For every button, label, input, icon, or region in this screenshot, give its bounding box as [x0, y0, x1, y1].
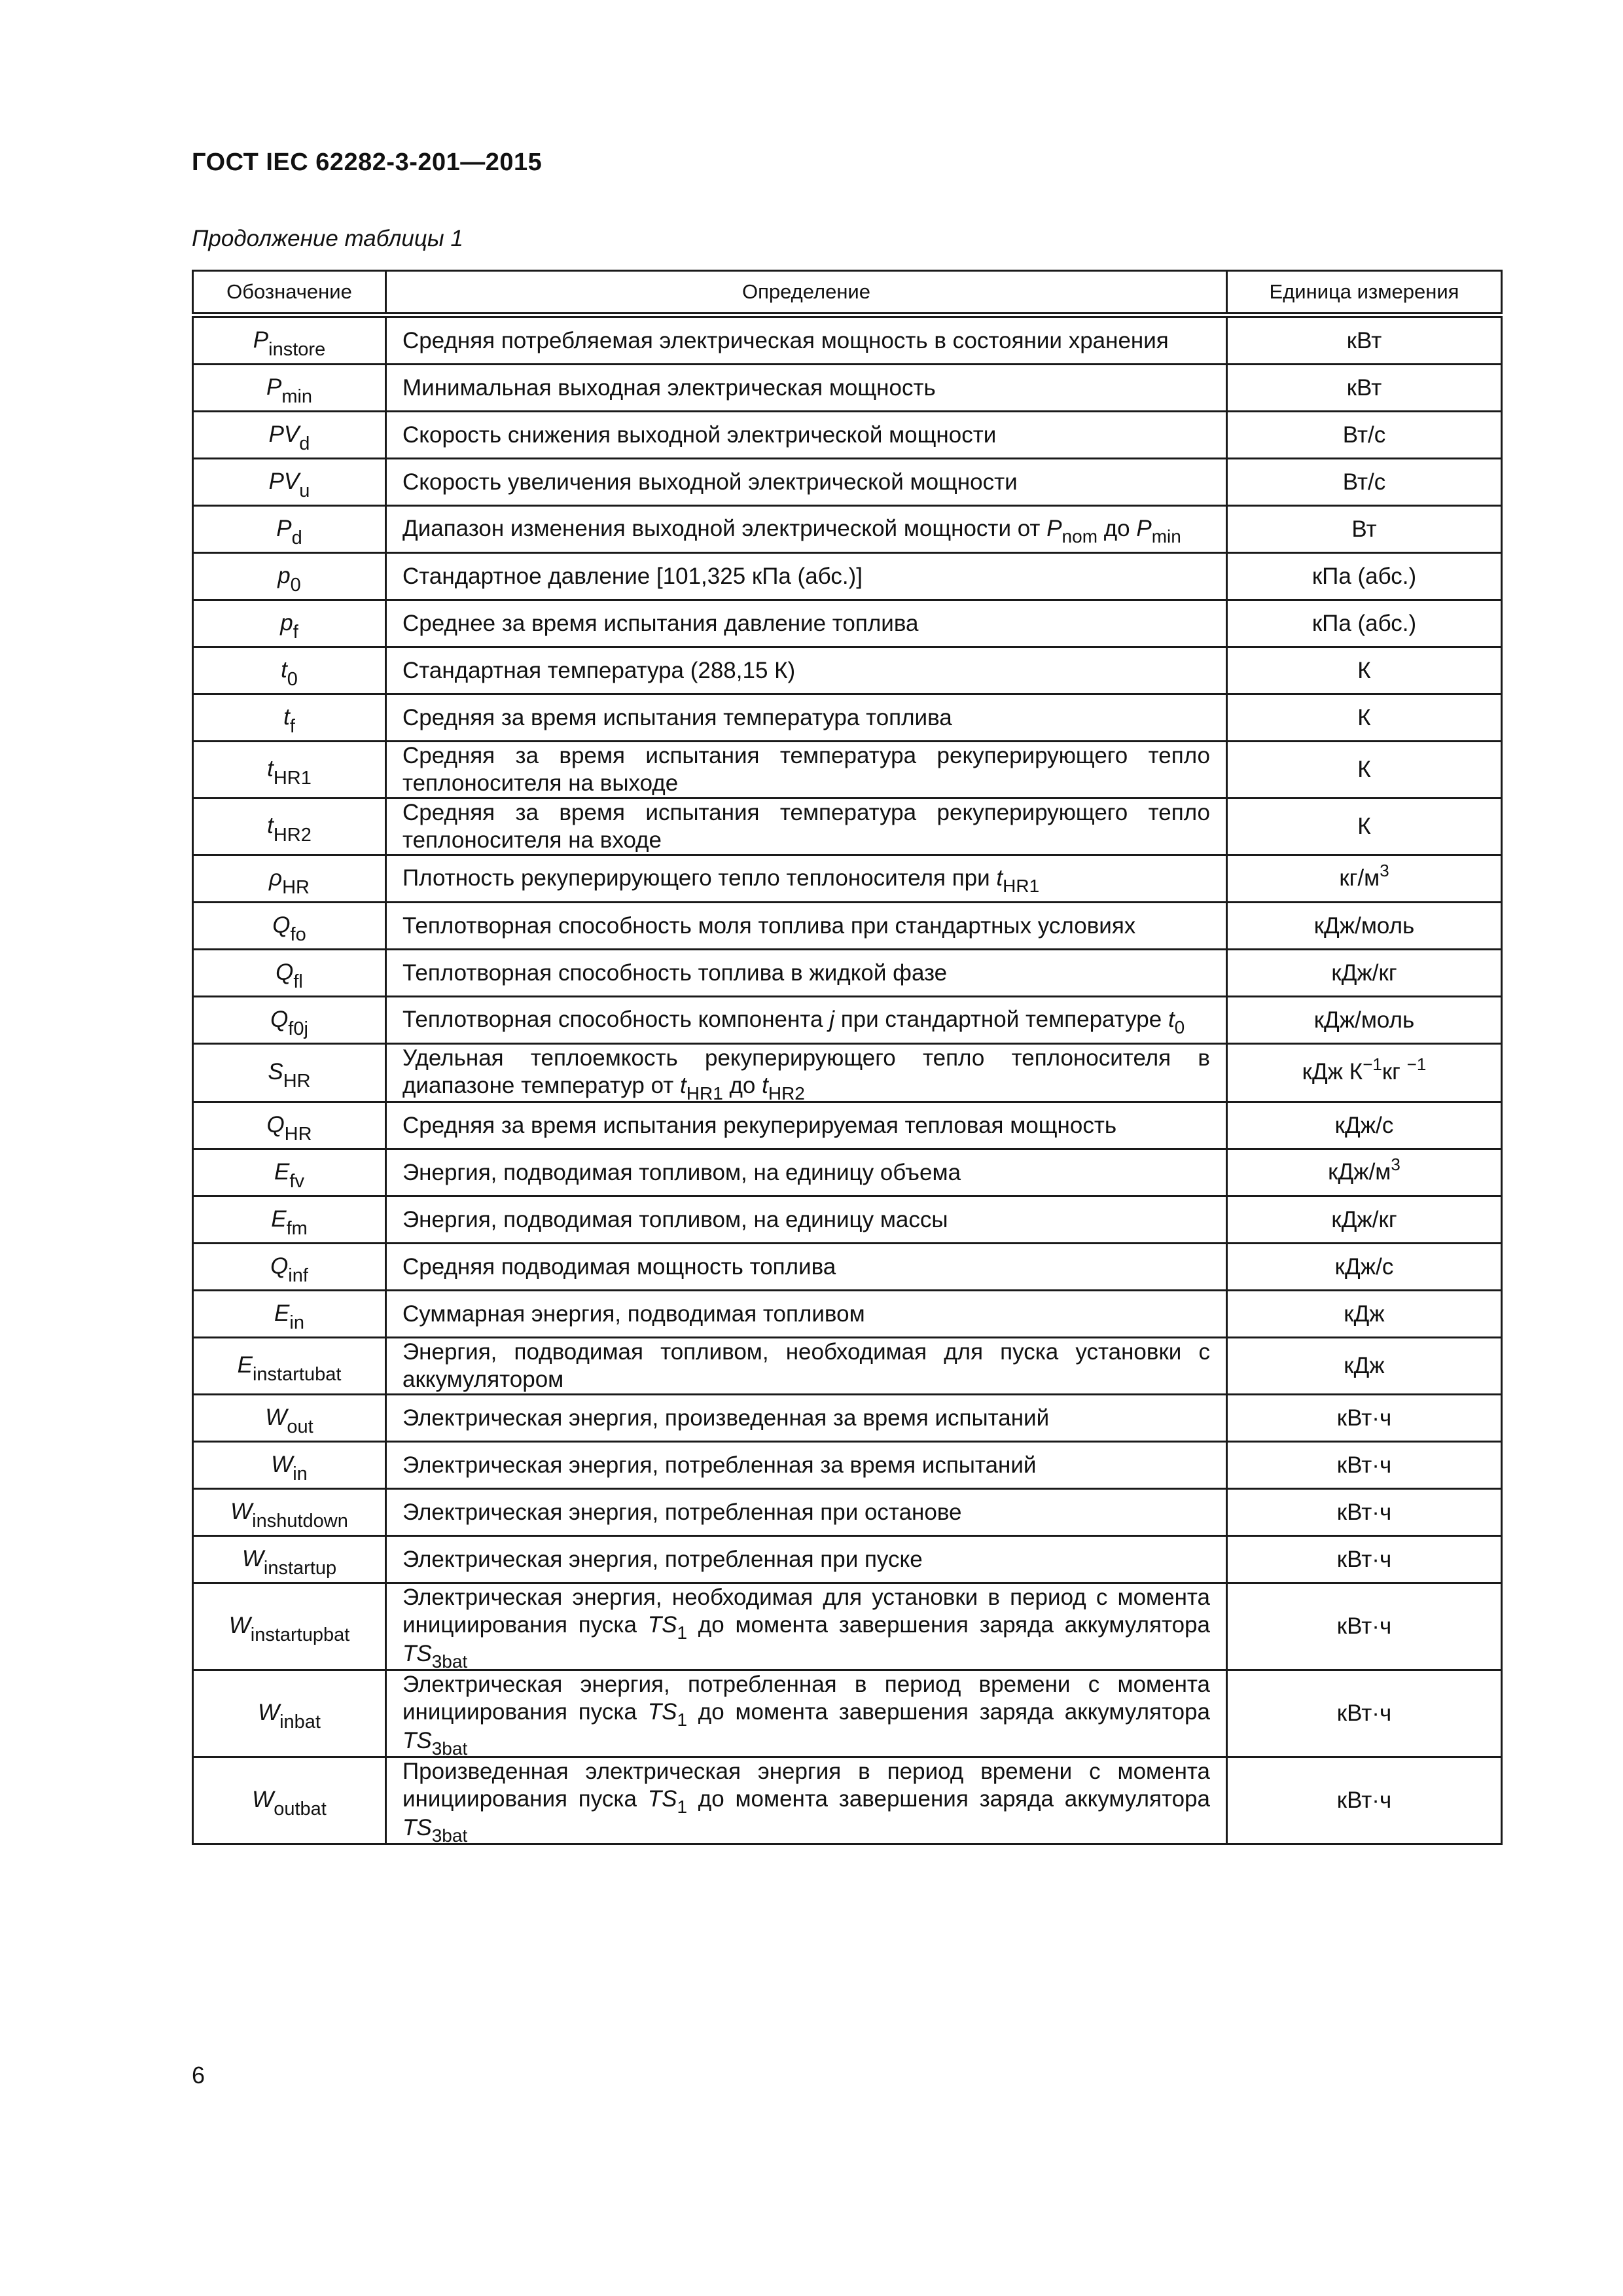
symbol-letter: W: [252, 1787, 274, 1812]
unit-cell: кВт·ч: [1227, 1670, 1502, 1757]
definition-cell: Энергия, подводимая топливом, необходимая для пуска установки с аккумулятором: [386, 1338, 1227, 1395]
unit-cell: кПа (абс.): [1227, 553, 1502, 600]
symbol-letter: P: [266, 374, 282, 400]
table-row: [193, 1489, 1502, 1536]
definition-cell: Средняя потребляемая электрическая мощность в состоянии хранения: [386, 315, 1227, 365]
table-row: [193, 1757, 1502, 1844]
unit-cell: Вт/с: [1227, 412, 1502, 459]
symbol-subscript: d: [299, 433, 310, 454]
symbol-letter: W: [265, 1404, 287, 1430]
symbol-subscript: instartup: [263, 1557, 337, 1579]
symbol-subscript: 0: [287, 668, 298, 690]
symbol-cell: [193, 1244, 386, 1291]
unit-cell: кДж/моль: [1227, 903, 1502, 950]
symbol-cell: [193, 1044, 386, 1102]
unit-cell: кДж/$м^3$: [1227, 1149, 1502, 1196]
symbol-letter: t: [281, 656, 287, 683]
symbol-letter: t: [267, 756, 274, 781]
table-row: [193, 742, 1502, 798]
table-row: [193, 553, 1502, 600]
symbol-subscript: f: [293, 621, 298, 643]
unit-cell: кВт·ч: [1227, 1489, 1502, 1536]
definition-cell: Произведенная электрическая энергия в период времени с момента инициирования пуска $TS_1$ до момента завершения заряда аккумулятора $TS_{3bat}$: [386, 1757, 1227, 1844]
symbol-subscript: HR: [284, 1123, 312, 1145]
table-row: [193, 1044, 1502, 1102]
unit-cell: кДж: [1227, 1338, 1502, 1395]
table-body: [193, 315, 1502, 1844]
symbol-cell: [193, 365, 386, 412]
definition-cell: Минимальная выходная электрическая мощность: [386, 365, 1227, 412]
unit-cell: К: [1227, 742, 1502, 798]
symbol-letter: W: [241, 1545, 264, 1571]
symbol-subscript: min: [281, 386, 313, 407]
unit-cell: кДж/кг: [1227, 1196, 1502, 1244]
table-row: [193, 412, 1502, 459]
symbol-cell: [193, 1442, 386, 1489]
definition-cell: Энергия, подводимая топливом, на единицу объема: [386, 1149, 1227, 1196]
symbol-subscript: HR1: [273, 768, 312, 789]
definition-cell: Средняя за время испытания рекуперируемая тепловая мощность: [386, 1102, 1227, 1149]
table-row: [193, 1149, 1502, 1196]
table-row: [193, 1442, 1502, 1489]
symbol-subscript: fl: [293, 971, 303, 992]
symbol-cell: [193, 506, 386, 553]
symbol-letter: Q: [276, 959, 294, 985]
table-row: [193, 1395, 1502, 1442]
definition-cell: Средняя подводимая мощность топлива: [386, 1244, 1227, 1291]
symbol-letter: t: [283, 704, 290, 730]
symbol-letter: Q: [270, 1253, 289, 1279]
symbol-cell: [193, 742, 386, 798]
symbol-subscript: in: [293, 1463, 308, 1484]
definition-cell: Суммарная энергия, подводимая топливом: [386, 1291, 1227, 1338]
symbol-subscript: out: [287, 1416, 313, 1437]
table-row: [193, 1244, 1502, 1291]
definition-cell: Плотность рекуперирующего тепло теплоносителя при $t_{HR1}$: [386, 855, 1227, 903]
definition-cell: Электрическая энергия, потребленная при пуске: [386, 1536, 1227, 1583]
definition-cell: Скорость увеличения выходной электрической мощности: [386, 459, 1227, 506]
symbol-letter: W: [258, 1700, 280, 1725]
symbol-cell: [193, 647, 386, 694]
table-row: [193, 694, 1502, 742]
definition-cell: Среднее за время испытания давление топлива: [386, 600, 1227, 647]
table-header-row: [193, 271, 1502, 315]
symbol-subscript: HR: [283, 1071, 311, 1092]
table-row: [193, 1536, 1502, 1583]
symbol-cell: [193, 1489, 386, 1536]
table-row: [193, 950, 1502, 997]
symbol-cell: [193, 950, 386, 997]
table-caption: Продолжение таблицы 1: [192, 226, 463, 251]
unit-cell: кДж/с: [1227, 1244, 1502, 1291]
symbol-letter: Q: [266, 1111, 285, 1138]
symbol-letter: p: [280, 609, 293, 636]
column-header-definition: Определение: [386, 271, 1227, 315]
unit-cell: К: [1227, 694, 1502, 742]
unit-cell: $кг/м^3$: [1227, 855, 1502, 903]
symbol-cell: [193, 1757, 386, 1844]
definition-cell: Средняя за время испытания температура рекуперирующего тепло теплоносителя на входе: [386, 798, 1227, 855]
symbol-subscript: inf: [288, 1265, 308, 1286]
symbol-subscript: f: [289, 715, 295, 737]
unit-cell: К: [1227, 798, 1502, 855]
symbol-letter: P: [276, 515, 292, 541]
unit-cell: кВт: [1227, 315, 1502, 365]
table-row: [193, 855, 1502, 903]
table-row: [193, 647, 1502, 694]
table-row: [193, 315, 1502, 365]
symbol-letter: W: [230, 1498, 253, 1524]
symbol-letter: E: [237, 1352, 253, 1378]
definition-cell: Электрическая энергия, потребленная при останове: [386, 1489, 1227, 1536]
unit-cell: кВт·ч: [1227, 1583, 1502, 1670]
unit-cell: кДж $К^{-1}кг$ $^{-1}$: [1227, 1044, 1502, 1102]
definition-cell: Теплотворная способность топлива в жидкой фазе: [386, 950, 1227, 997]
symbol-letter: W: [271, 1451, 293, 1477]
symbol-letter: p: [277, 562, 291, 588]
symbol-subscript: 0: [290, 574, 301, 596]
unit-cell: кДж: [1227, 1291, 1502, 1338]
symbol-cell: [193, 855, 386, 903]
symbol-subscript: HR: [282, 876, 310, 898]
symbol-cell: [193, 1338, 386, 1395]
unit-cell: кВт·ч: [1227, 1536, 1502, 1583]
definition-cell: Средняя за время испытания температура топлива: [386, 694, 1227, 742]
definition-cell: Теплотворная способность моля топлива при стандартных условиях: [386, 903, 1227, 950]
symbol-letter: t: [267, 813, 274, 838]
table-row: [193, 997, 1502, 1044]
symbol-subscript: fo: [290, 924, 306, 945]
unit-cell: кВт·ч: [1227, 1757, 1502, 1844]
symbol-letter: E: [271, 1206, 287, 1232]
definition-cell: Стандартная температура (288,15 К): [386, 647, 1227, 694]
unit-cell: Вт/с: [1227, 459, 1502, 506]
table-row: [193, 1291, 1502, 1338]
unit-cell: кДж/кг: [1227, 950, 1502, 997]
table-row: [193, 1670, 1502, 1757]
table-row: [193, 1338, 1502, 1395]
table-row: [193, 600, 1502, 647]
unit-cell: К: [1227, 647, 1502, 694]
definition-cell: Скорость снижения выходной электрической мощности: [386, 412, 1227, 459]
unit-cell: кВт·ч: [1227, 1395, 1502, 1442]
table-row: [193, 365, 1502, 412]
symbol-subscript: d: [291, 527, 302, 548]
symbol-cell: [193, 903, 386, 950]
definition-cell: Удельная теплоемкость рекуперирующего тепло теплоносителя в диапазоне температур от $t_{HR1}$ до $t_{HR2}$: [386, 1044, 1227, 1102]
symbol-subscript: in: [289, 1312, 304, 1333]
symbol-cell: [193, 997, 386, 1044]
symbol-cell: [193, 694, 386, 742]
symbol-cell: [193, 1395, 386, 1442]
page-number: 6: [192, 2062, 205, 2089]
definition-cell: Стандартное давление [101,325 кПа (абс.)]: [386, 553, 1227, 600]
symbol-cell: [193, 1102, 386, 1149]
symbol-cell: [193, 1670, 386, 1757]
symbol-subscript: instore: [268, 338, 326, 360]
symbol-letter: ρ: [269, 865, 283, 891]
symbol-letter: E: [274, 1158, 290, 1185]
symbol-letter: W: [228, 1613, 251, 1638]
column-header-symbol: Обозначение: [193, 271, 386, 315]
table-row: [193, 903, 1502, 950]
symbol-letter: Q: [270, 1006, 289, 1032]
symbol-cell: [193, 553, 386, 600]
symbol-cell: [193, 1536, 386, 1583]
symbol-subscript: instartupbat: [250, 1624, 350, 1645]
definition-cell: Электрическая энергия, потребленная в период времени с момента инициирования пуска $TS_1$ до момента завершения заряда аккумулятора $TS_{3bat}$: [386, 1670, 1227, 1757]
table-row: [193, 1196, 1502, 1244]
table-row: [193, 1102, 1502, 1149]
symbols-table: [192, 270, 1503, 1845]
symbol-cell: [193, 1196, 386, 1244]
symbol-cell: [193, 1149, 386, 1196]
definition-cell: Электрическая энергия, необходимая для установки в период с момента инициирования пуска $TS_1$ до момента завершения заряда аккумулятора $TS_{3bat}$: [386, 1583, 1227, 1670]
column-header-unit: Единица измерения: [1227, 271, 1502, 315]
symbol-cell: [193, 315, 386, 365]
symbol-letter: P: [253, 327, 269, 353]
symbol-letter: PV: [268, 421, 300, 447]
definition-cell: Теплотворная способность компонента j при стандартной температуре $t_0$: [386, 997, 1227, 1044]
unit-cell: кВт: [1227, 365, 1502, 412]
symbol-cell: [193, 1291, 386, 1338]
table-row: [193, 1583, 1502, 1670]
symbol-subscript: outbat: [274, 1799, 327, 1820]
symbol-cell: [193, 412, 386, 459]
definition-cell: Электрическая энергия, потребленная за время испытаний: [386, 1442, 1227, 1489]
symbol-letter: Q: [272, 912, 291, 938]
symbol-cell: [193, 798, 386, 855]
unit-cell: кВт·ч: [1227, 1442, 1502, 1489]
unit-cell: кПа (абс.): [1227, 600, 1502, 647]
symbol-subscript: fm: [286, 1217, 308, 1239]
symbol-subscript: HR2: [273, 825, 312, 846]
definition-cell: Средняя за время испытания температура рекуперирующего тепло теплоносителя на выходе: [386, 742, 1227, 798]
table-row: [193, 506, 1502, 553]
definition-cell: Диапазон изменения выходной электрической мощности от $P_{nom}$ до $P_{min}$: [386, 506, 1227, 553]
table-row: [193, 798, 1502, 855]
definition-cell: Энергия, подводимая топливом, на единицу массы: [386, 1196, 1227, 1244]
symbol-subscript: u: [299, 480, 310, 501]
symbol-cell: [193, 459, 386, 506]
symbol-subscript: inbat: [279, 1712, 321, 1732]
document-header: ГОСТ IEC 62282-3-201—2015: [192, 149, 543, 176]
symbol-letter: PV: [268, 468, 300, 494]
symbol-subscript: f0j: [288, 1018, 308, 1039]
symbol-cell: [193, 1583, 386, 1670]
definition-cell: Электрическая энергия, произведенная за время испытаний: [386, 1395, 1227, 1442]
symbol-subscript: inshutdown: [252, 1510, 348, 1532]
unit-cell: кДж/моль: [1227, 997, 1502, 1044]
symbol-letter: S: [268, 1059, 283, 1085]
symbol-subscript: fv: [289, 1170, 304, 1192]
symbol-subscript: instartubat: [252, 1364, 342, 1385]
table-row: [193, 459, 1502, 506]
unit-cell: кДж/с: [1227, 1102, 1502, 1149]
symbol-letter: E: [274, 1300, 290, 1326]
unit-cell: Вт: [1227, 506, 1502, 553]
symbol-cell: [193, 600, 386, 647]
